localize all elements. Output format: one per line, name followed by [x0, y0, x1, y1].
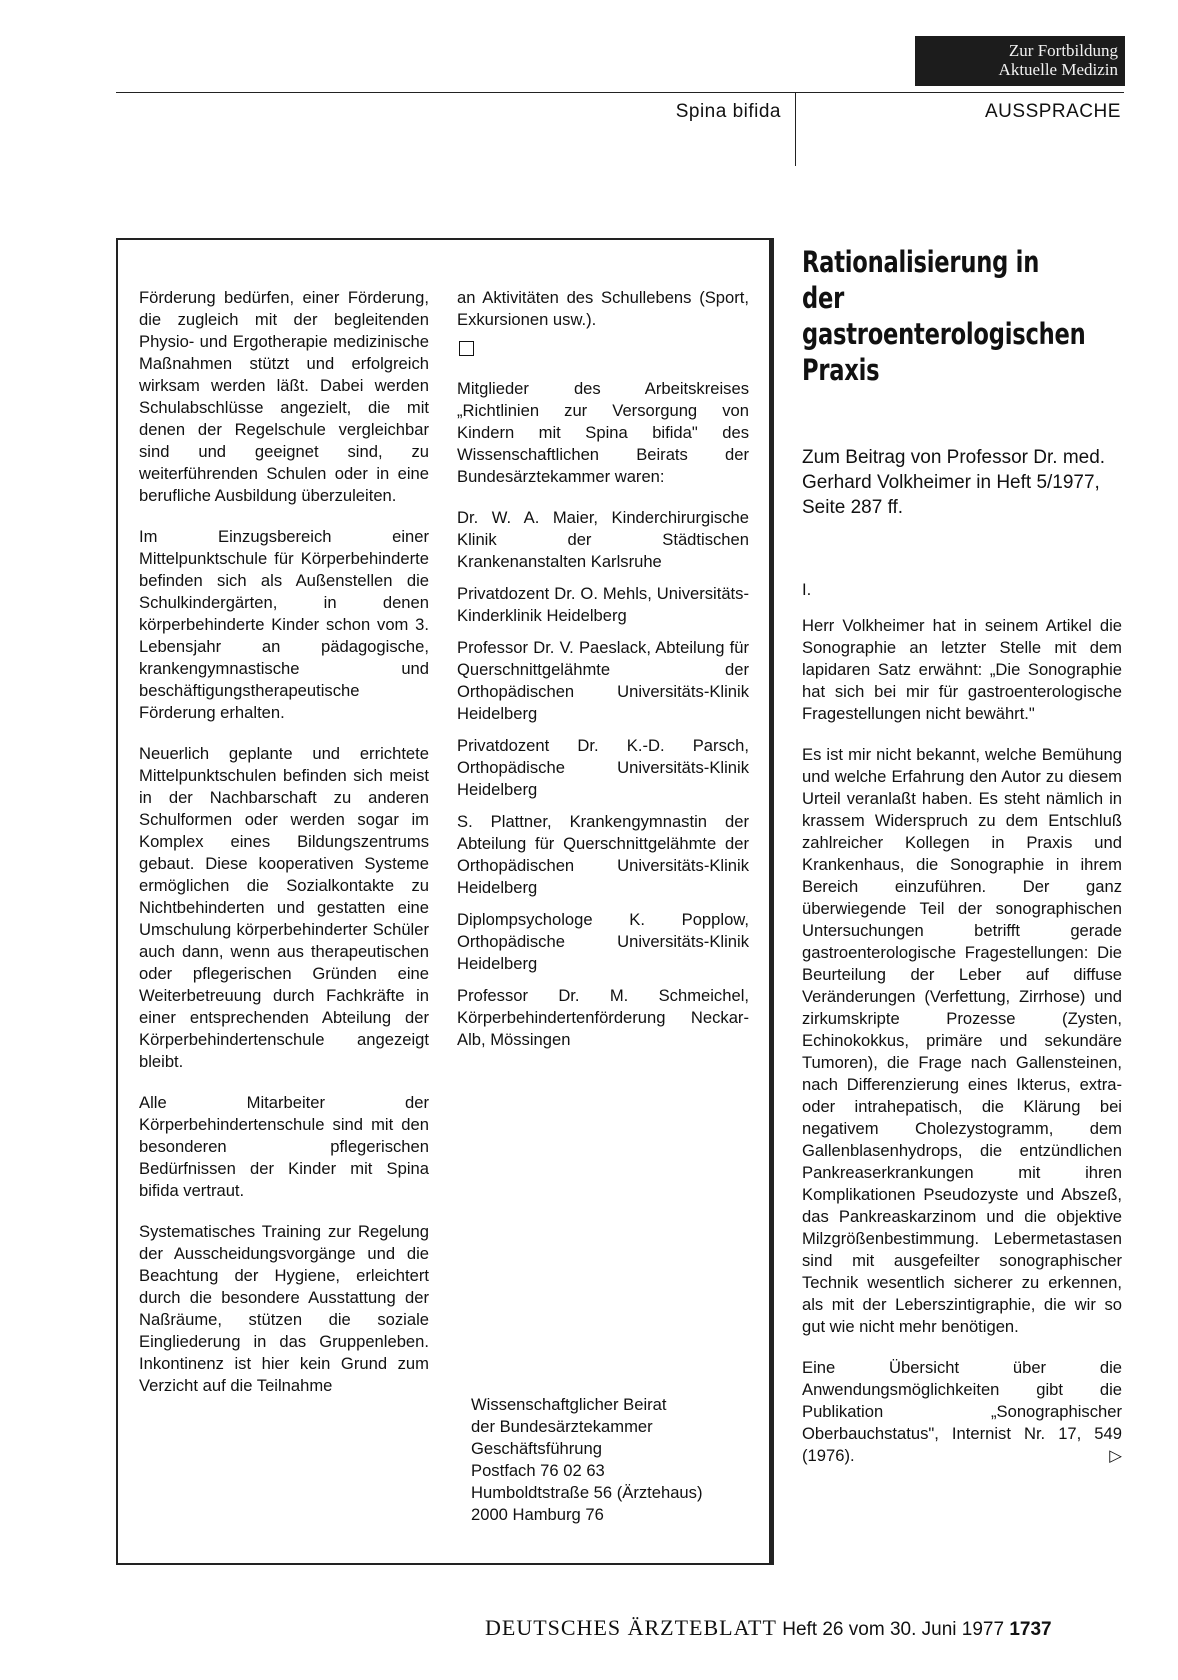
- paragraph: Im Einzugsbereich einer Mittelpunktschule für Körperbehinderte befinden sich als Außenstellen die Schulkindergärten, in denen körperbehinderte Kinder schon vom 3. Lebensjahr an pädagogische, krankengymnastische und beschäftigungstherapeutische Förderung erhalten.: [139, 527, 429, 722]
- paragraph: Alle Mitarbeiter der Körperbehindertenschule sind mit den besonderen pflegerischen Bedürfnissen der Kinder mit Spina bifida vertraut.: [139, 1093, 429, 1200]
- badge-line-2: Aktuelle Medizin: [998, 60, 1118, 79]
- header-divider: [795, 92, 796, 166]
- article-title: Rationalisierung in der gastroenterologischen Praxis: [802, 245, 1086, 387]
- paragraph: Systematisches Training zur Regelung der Ausscheidungsvorgänge und die Beachtung der Hygiene, erleichtert durch die besondere Ausstattung der Naßräume, stützen die soziale Eingliederung in das Gruppenleben. Inkontinenz ist hier kein Grund zum Verzicht auf die Teilnahme: [139, 1222, 429, 1395]
- paragraph-text: Eine Übersicht über die Anwendungsmöglichkeiten gibt die Publikation „Sonographischer Oberbauchstatus", Internist Nr. 17, 549 (1976).: [802, 1358, 1122, 1465]
- members-intro: Mitglieder des Arbeitskreises „Richtlinien zur Versorgung von Kindern mit Spina bifida" des Wissenschaftlichen Beirats der Bundesärztekammer waren:: [457, 379, 749, 486]
- paragraph: an Aktivitäten des Schullebens (Sport, Exkursionen usw.).: [457, 288, 749, 329]
- address-line: Geschäftsführung: [471, 1439, 602, 1458]
- page-number: 1737: [1009, 1619, 1052, 1640]
- continue-arrow-icon: ▷: [1109, 1446, 1122, 1465]
- badge-line-1: Zur Fortbildung: [1008, 41, 1118, 60]
- section-number: I.: [802, 580, 812, 599]
- section-label-right: AUSSPRACHE: [985, 101, 1121, 122]
- paragraph: Herr Volkheimer hat in seinem Artikel die Sonographie an letzter Stelle mit dem lapidaren Satz erwähnt: „Die Sonographie hat sich bei mir für gastroenterologische Fragestellungen nicht bewährt.": [802, 616, 1122, 723]
- address-line: Wissenschaftglicher Beirat: [471, 1395, 667, 1414]
- address-line: 2000 Hamburg 76: [471, 1505, 604, 1524]
- member-entry: Professor Dr. M. Schmeichel, Körperbehindertenförderung Neckar-Alb, Mössingen: [457, 986, 749, 1049]
- member-entry: Professor Dr. V. Paeslack, Abteilung für Querschnittgelähmte der Orthopädischen Universitäts-Klinik Heidelberg: [457, 638, 749, 723]
- journal-masthead: DEUTSCHES ÄRZTEBLATT: [485, 1615, 777, 1640]
- address-line: Postfach 76 02 63: [471, 1461, 605, 1480]
- paragraph: Es ist mir nicht bekannt, welche Bemühung und welche Erfahrung den Autor zu diesem Urteil veranlaßt haben. Es steht nämlich in krassem Widerspruch zu dem Entschluß zahlreicher Kollegen in Praxis und Krankenhaus, die Sonographie in ihrem Bereich einzuführen. Der ganz überwiegende Teil der sonographischen Untersuchungen betrifft gerade gastroenterologische Fragestellungen: Die Beurteilung der Leber auf diffuse Veränderungen (Verfettung, Zirrhose) und zirkumskripte Prozesse (Zysten, Echinokokkus, primäre und sekundäre Tumoren), die Frage nach Gallensteinen, nach Differenzierung eines Ikterus, extra- oder intrahepatisch, die Klärung bei negativem Cholezystogramm, dem Gallenblasenhydrops, die entzündlichen Pankreaserkrankungen mit ihren Komplikationen Pseudozyste und Abszeß, das Pankreaskarzinom und die objektive Milzgrößenbestimmung. Lebermetastasen sind mit ausgefeilter sonographischer Technik wesentlich sicherer zu erkennen, als mit der Leberszintigraphie, die wir so gut wie nicht mehr benötigen.: [802, 745, 1122, 1336]
- address-line: der Bundesärztekammer: [471, 1417, 653, 1436]
- address-line: Humboldtstraße 56 (Ärztehaus): [471, 1483, 703, 1502]
- paragraph: Neuerlich geplante und errichtete Mittelpunktschulen befinden sich meist in der Nachbarschaft zu anderen Schulformen oder werden sogar im Komplex eines Bildungszentrums gebaut. Diese kooperativen Systeme ermöglichen die Sozialkontakte zu Nichtbehinderten und gestatten eine Umschulung körperbehinderter Schüler auch dann, wenn aus therapeutischen oder pflegerischen Gründen eine Weiterbetreuung durch Fachkräfte in einer entsprechenden Abteilung der Körperbehindertenschule angezeigt bleibt.: [139, 744, 429, 1071]
- box-column-left: [139, 287, 429, 1416]
- box-column-right: [457, 287, 749, 1061]
- paragraph: [802, 1357, 1122, 1467]
- header-rule: [116, 92, 1124, 93]
- member-entry: Diplompsychologe K. Popplow, Orthopädische Universitäts-Klinik Heidelberg: [457, 910, 749, 973]
- section-label-left: Spina bifida: [675, 101, 781, 122]
- member-entry: Privatdozent Dr. K.-D. Parsch, Orthopädische Universitäts-Klinik Heidelberg: [457, 736, 749, 799]
- page-footer: [485, 1615, 1052, 1641]
- paragraph: Förderung bedürfen, einer Förderung, die zugleich mit der begleitenden Physio- und Ergotherapie medizinische Maßnahmen stützt und erfolgreich wirksam werden läßt. Dabei werden Schulabschlüsse angezielt, die mit denen der Regelschule vergleichbar sind und geeignet sind, zu weiterführenden Schulen oder in eine berufliche Ausbildung überzuleiten.: [139, 288, 429, 505]
- section-badge: [915, 36, 1125, 86]
- article-body: [802, 615, 1122, 1467]
- end-square-icon: [459, 341, 474, 356]
- address-block: [471, 1394, 703, 1526]
- issue-info: Heft 26 vom 30. Juni 1977: [782, 1619, 1005, 1640]
- member-entry: Dr. W. A. Maier, Kinderchirurgische Klinik der Städtischen Krankenanstalten Karlsruhe: [457, 508, 749, 571]
- member-entry: S. Plattner, Krankengymnastin der Abteilung für Querschnittgelähmte der Orthopädischen Universitäts-Klinik Heidelberg: [457, 812, 749, 897]
- article-subtitle: Zum Beitrag von Professor Dr. med. Gerhard Volkheimer in Heft 5/1977, Seite 287 ff.: [802, 447, 1106, 518]
- member-entry: Privatdozent Dr. O. Mehls, Universitäts-Kinderklinik Heidelberg: [457, 584, 749, 625]
